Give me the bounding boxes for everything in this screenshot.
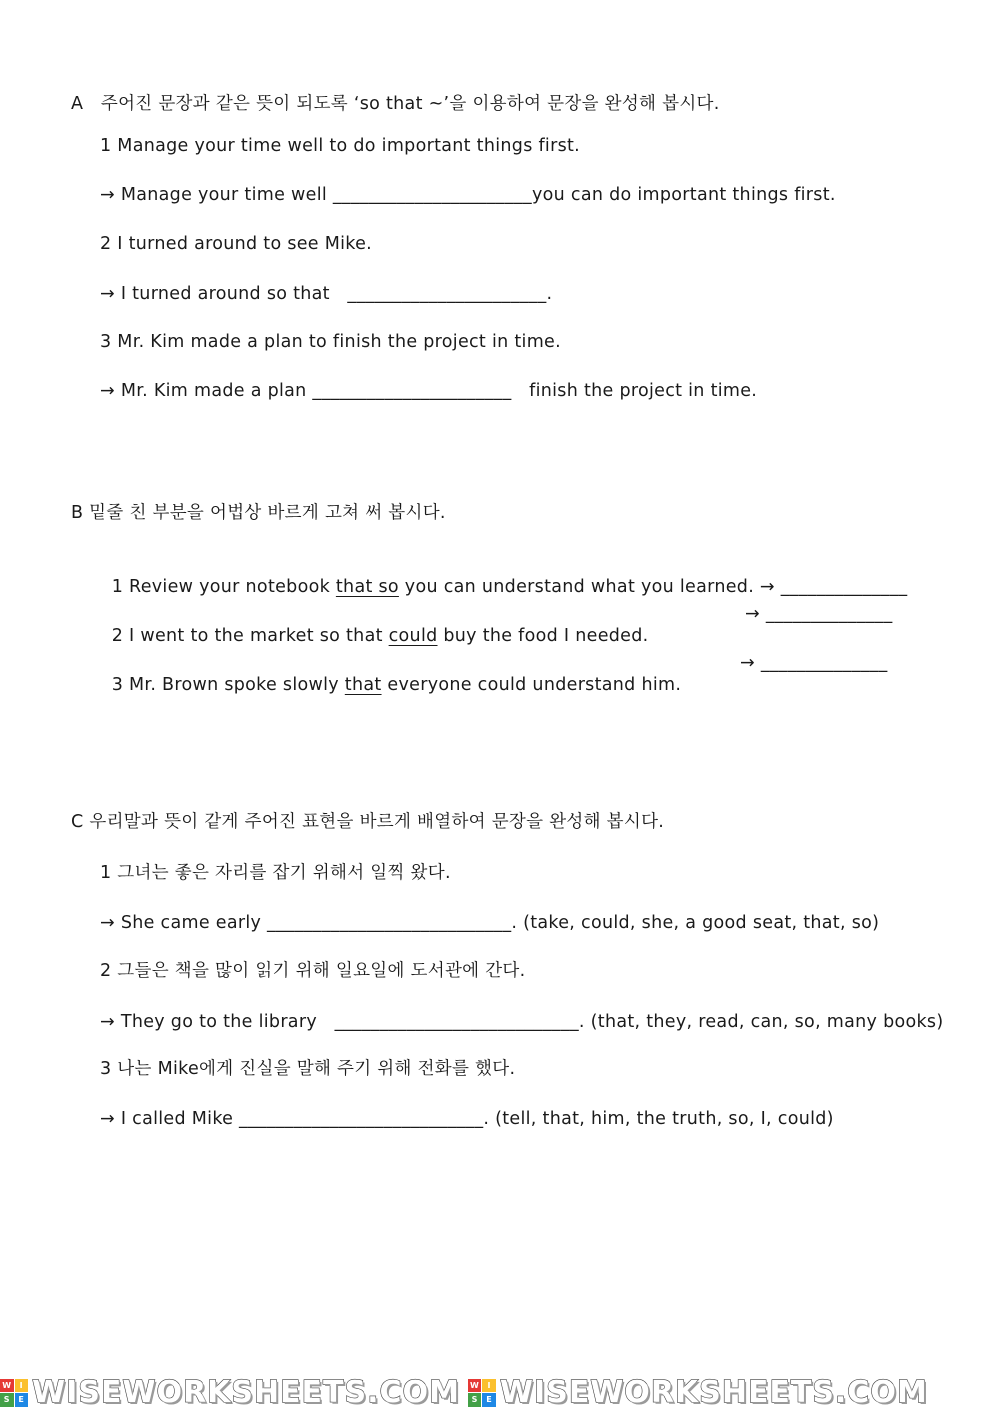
section-b-item-2 — [100, 603, 649, 647]
footer-watermark-bar — [0, 1374, 1000, 1411]
section-a-question-1: 1 Manage your time well to do important things first. — [100, 136, 581, 156]
section-a-answer-3[interactable]: → Mr. Kim made a plan ______________________ finish the project in time. — [100, 381, 758, 401]
section-b-item-1-underlined: that so — [335, 577, 399, 597]
section-c-title: C 우리말과 뜻이 같게 주어진 표현을 바르게 배열하여 문장을 완성해 봅시다. — [71, 812, 665, 832]
section-c-answer-1[interactable]: → She came early ___________________________. (take, could, she, a good seat, that, so) — [100, 913, 880, 933]
section-a-question-3: 3 Mr. Kim made a plan to finish the project in time. — [100, 332, 561, 352]
section-b-item-3 — [100, 652, 681, 696]
brand-1 — [0, 1375, 460, 1410]
section-b-item-1-post[interactable]: you can understand what you learned. → ______________ — [398, 577, 908, 597]
section-b-answer-3[interactable]: → ______________ — [740, 653, 888, 673]
section-b-answer-2[interactable]: → ______________ — [745, 604, 893, 624]
section-c-question-3: 3 나는 Mike에게 진실을 말해 주기 위해 전화를 했다. — [100, 1059, 516, 1079]
section-a-answer-1[interactable]: → Manage your time well ______________________you can do important things first. — [100, 185, 836, 205]
section-a-question-2: 2 I turned around to see Mike. — [100, 234, 373, 254]
section-c-answer-3[interactable]: → I called Mike ___________________________. (tell, that, him, the truth, so, I, could) — [100, 1109, 834, 1129]
wise-logo-icon: W I S E — [468, 1379, 496, 1407]
section-b-title: B 밑줄 친 부분을 어법상 바르게 고쳐 써 봅시다. — [71, 503, 446, 523]
section-b-item-1 — [100, 554, 907, 598]
watermark-text: WISEWORKSHEETS.COM — [499, 1375, 928, 1410]
section-c-question-1: 1 그녀는 좋은 자리를 잡기 위해서 일찍 왔다. — [100, 863, 451, 883]
section-b-item-1-pre: 1 Review your notebook — [111, 577, 336, 597]
section-a-answer-2[interactable]: → I turned around so that ______________________. — [100, 284, 553, 304]
watermark-text: WISEWORKSHEETS.COM — [32, 1375, 460, 1410]
wise-logo-icon: W I S E — [0, 1379, 28, 1407]
section-b-item-3-post: everyone could understand him. — [381, 675, 682, 695]
section-b-item-3-underlined: that — [344, 675, 382, 695]
section-c-answer-2[interactable]: → They go to the library ___________________________. (that, they, read, can, so, many books) — [100, 1012, 944, 1032]
section-c-question-2: 2 그들은 책을 많이 읽기 위해 일요일에 도서관에 간다. — [100, 961, 526, 981]
section-a-title: A 주어진 문장과 같은 뜻이 되도록 ‘so that ~’을 이용하여 문장을 완성해 봅시다. — [71, 94, 720, 114]
section-b-item-2-post: buy the food I needed. — [437, 626, 649, 646]
section-b-item-2-underlined: could — [388, 626, 438, 646]
section-b-item-3-pre: 3 Mr. Brown spoke slowly — [111, 675, 345, 695]
brand-2 — [468, 1375, 928, 1410]
section-b-item-2-pre: 2 I went to the market so that — [111, 626, 389, 646]
